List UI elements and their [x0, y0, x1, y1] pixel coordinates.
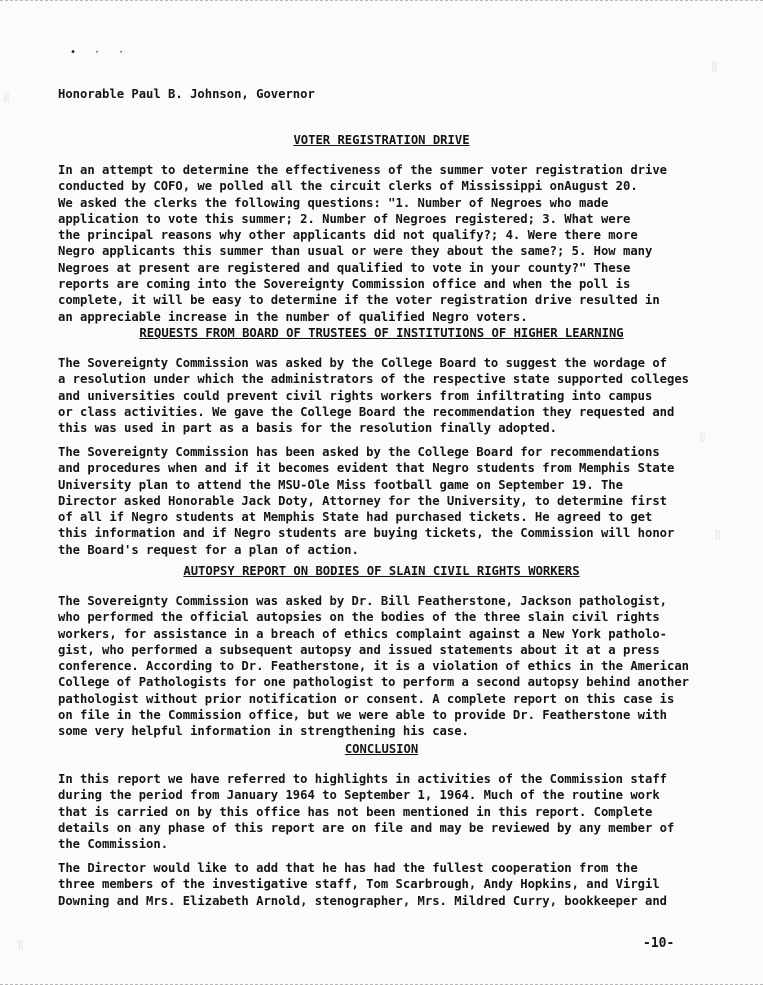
text-line: the principal reasons why other applicants did not qualify?; 4. Were there more: [58, 228, 638, 243]
text-line: this information and if Negro students are buying tickets, the Commission will honor: [58, 526, 675, 541]
paragraph-director-thanks: [58, 860, 723, 909]
text-line: Negro applicants this summer than usual or were they about the same?; 5. How many: [58, 244, 653, 259]
scan-speck: ░: [18, 941, 24, 951]
text-line: and universities could prevent civil rights workers from infiltrating into campus: [58, 388, 653, 403]
text-line: during the period from January 1964 to September 1, 1964. Much of the routine work: [58, 788, 660, 803]
text-line: application to vote this summer; 2. Number of Negroes registered; 3. What were: [58, 211, 631, 226]
addressee: Honorable Paul B. Johnson, Governor: [58, 87, 315, 101]
text-line: College of Pathologists for one pathologist to perform a second autopsy behind another: [58, 675, 690, 690]
text-line: and procedures when and if it becomes evident that Negro students from Memphis State: [58, 461, 675, 476]
text-line: In this report we have referred to highlights in activities of the Commission staff: [58, 772, 668, 786]
text-line: on file in the Commission office, but we were able to provide Dr. Featherstone with: [58, 708, 668, 723]
text-line: an appreciable increase in the number of qualified Negro voters.: [58, 309, 528, 324]
paragraph-board-resolution: [58, 355, 723, 436]
text-line: a resolution under which the administrators of the respective state supported colleges: [58, 372, 690, 387]
text-line: Downing and Mrs. Elizabeth Arnold, stenographer, Mrs. Mildred Curry, bookkeeper and: [58, 893, 668, 908]
text-line: workers, for assistance in a breach of ethics complaint against a New York patholo-: [58, 626, 668, 641]
text-line: conference. According to Dr. Featherstone, it is a violation of ethics in the American: [58, 659, 690, 674]
text-line: In an attempt to determine the effectiveness of the summer voter registration drive: [58, 163, 668, 177]
paragraph-conclusion: [58, 771, 723, 852]
text-line: three members of the investigative staff, Tom Scarbrough, Andy Hopkins, and Virgil: [58, 877, 660, 892]
text-line: the Board's request for a plan of action.: [58, 542, 359, 557]
text-line: The Director would like to add that he has had the fullest cooperation from the: [58, 861, 638, 875]
heading-conclusion: CONCLUSION: [344, 742, 419, 756]
text-line: some very helpful information in strengthening his case.: [58, 724, 469, 739]
text-line: of all if Negro students at Memphis State had purchased tickets. He agreed to get: [58, 510, 653, 525]
paragraph-autopsy: [58, 593, 723, 740]
heading-board-requests: REQUESTS FROM BOARD OF TRUSTEES OF INSTITUTIONS OF HIGHER LEARNING: [139, 326, 624, 340]
text-line: this was used in part as a basis for the resolution finally adopted.: [58, 421, 557, 436]
text-line: gist, who performed a subsequent autopsy and issued statements about it at a press: [58, 642, 660, 657]
text-line: pathologist without prior notification or consent. A complete report on this case is: [58, 691, 675, 706]
text-line: that is carried on by this office has not been mentioned in this report. Complete: [58, 804, 653, 819]
paragraph-football-game: [58, 444, 723, 558]
text-line: conducted by COFO, we polled all the circuit clerks of Mississippi onAugust 20.: [58, 179, 638, 194]
text-line: University plan to attend the MSU-Ole Miss football game on September 19. The: [58, 477, 623, 492]
text-line: details on any phase of this report are on file and may be reviewed by any member of: [58, 820, 675, 835]
text-line: Negroes at present are registered and qualified to vote in your county?" These: [58, 260, 631, 275]
heading-autopsy-report: AUTOPSY REPORT ON BODIES OF SLAIN CIVIL RIGHTS WORKERS: [183, 564, 580, 578]
text-line: complete, it will be easy to determine if the voter registration drive resulted in: [58, 293, 660, 308]
text-line: Director asked Honorable Jack Doty, Attorney for the University, to determine first: [58, 493, 668, 508]
decorative-dots: • · ·: [70, 47, 131, 58]
text-line: We asked the clerks the following questions: "1. Number of Negroes who made: [58, 195, 609, 210]
text-line: who performed the official autopsies on the bodies of the three slain civil rights: [58, 610, 660, 625]
text-line: The Sovereignty Commission has been asked by the College Board for recommendations: [58, 445, 660, 459]
text-line: reports are coming into the Sovereignty Commission office and when the poll is: [58, 277, 631, 292]
text-line: The Sovereignty Commission was asked by the College Board to suggest the wordage of: [58, 356, 668, 370]
scan-speck: ░: [700, 433, 706, 443]
paragraph-voter-registration: [58, 162, 723, 325]
page-number: -10-: [643, 936, 675, 951]
scan-speck: ░: [4, 93, 10, 103]
text-line: or class activities. We gave the College Board the recommendation they requested and: [58, 404, 675, 419]
text-line: the Commission.: [58, 837, 169, 852]
heading-voter-registration: VOTER REGISTRATION DRIVE: [293, 133, 470, 147]
scan-speck: ░: [712, 63, 718, 73]
text-line: The Sovereignty Commission was asked by Dr. Bill Featherstone, Jackson pathologist,: [58, 594, 668, 608]
scan-speck: ░: [715, 531, 721, 541]
